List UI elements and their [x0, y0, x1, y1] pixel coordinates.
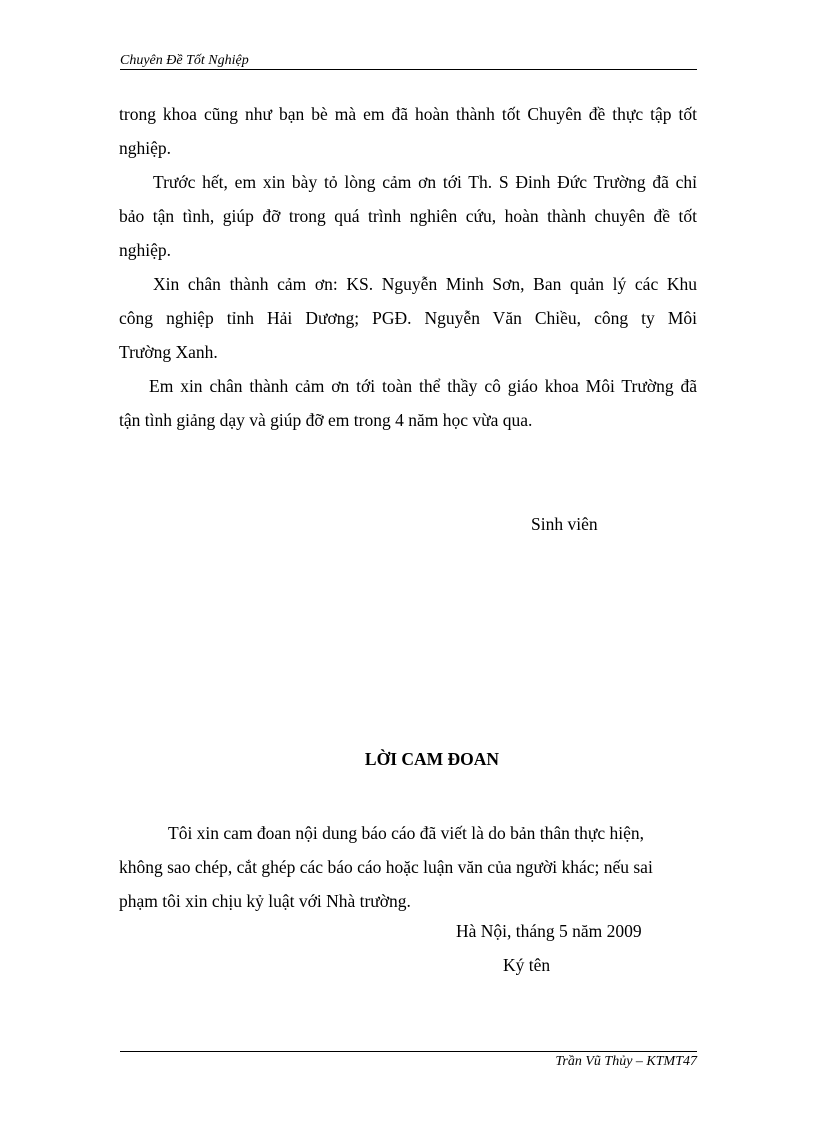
declaration-line: không sao chép, cắt ghép các báo cáo hoặc luận văn của người khác; nếu sai [119, 857, 653, 877]
body-line: công nghiệp tỉnh Hải Dương; PGĐ. Nguyễn Văn Chiều, công ty Môi [119, 308, 697, 328]
sign-label: Ký tên [503, 955, 551, 975]
body-line: bảo tận tình, giúp đỡ trong quá trình nghiên cứu, hoàn thành chuyên đề tốt [119, 206, 697, 226]
student-signature-label: Sinh viên [531, 514, 598, 534]
body-line: Em xin chân thành cảm ơn tới toàn thể thầy cô giáo khoa Môi Trường đã [149, 376, 697, 396]
body-line: Trước hết, em xin bày tỏ lòng cảm ơn tới Th. S Đinh Đức Trường đã chỉ [153, 172, 697, 192]
body-line: tận tình giảng dạy và giúp đỡ em trong 4 năm học vừa qua. [119, 410, 533, 430]
footer-rule [120, 1051, 697, 1052]
body-line: Xin chân thành cảm ơn: KS. Nguyễn Minh Sơn, Ban quản lý các Khu [153, 274, 697, 294]
body-line: trong khoa cũng như bạn bè mà em đã hoàn thành tốt Chuyên đề thực tập tốt [119, 104, 697, 124]
declaration-title: LỜI CAM ĐOAN [364, 749, 500, 769]
declaration-line: phạm tôi xin chịu kỷ luật với Nhà trường. [119, 891, 411, 911]
page-header-title: Chuyên Đề Tốt Nghiệp [120, 53, 249, 68]
body-line: nghiệp. [119, 138, 172, 158]
body-line: Trường Xanh. [119, 342, 218, 362]
place-date: Hà Nội, tháng 5 năm 2009 [456, 921, 642, 941]
page-footer-author: Trần Vũ Thủy – KTMT47 [555, 1054, 697, 1069]
declaration-body [119, 816, 709, 918]
declaration-line: Tôi xin cam đoan nội dung báo cáo đã viết là do bản thân thực hiện, [168, 823, 645, 843]
body-line: nghiệp. [119, 240, 172, 260]
header-rule [120, 69, 697, 70]
acknowledgement-body [119, 97, 697, 437]
